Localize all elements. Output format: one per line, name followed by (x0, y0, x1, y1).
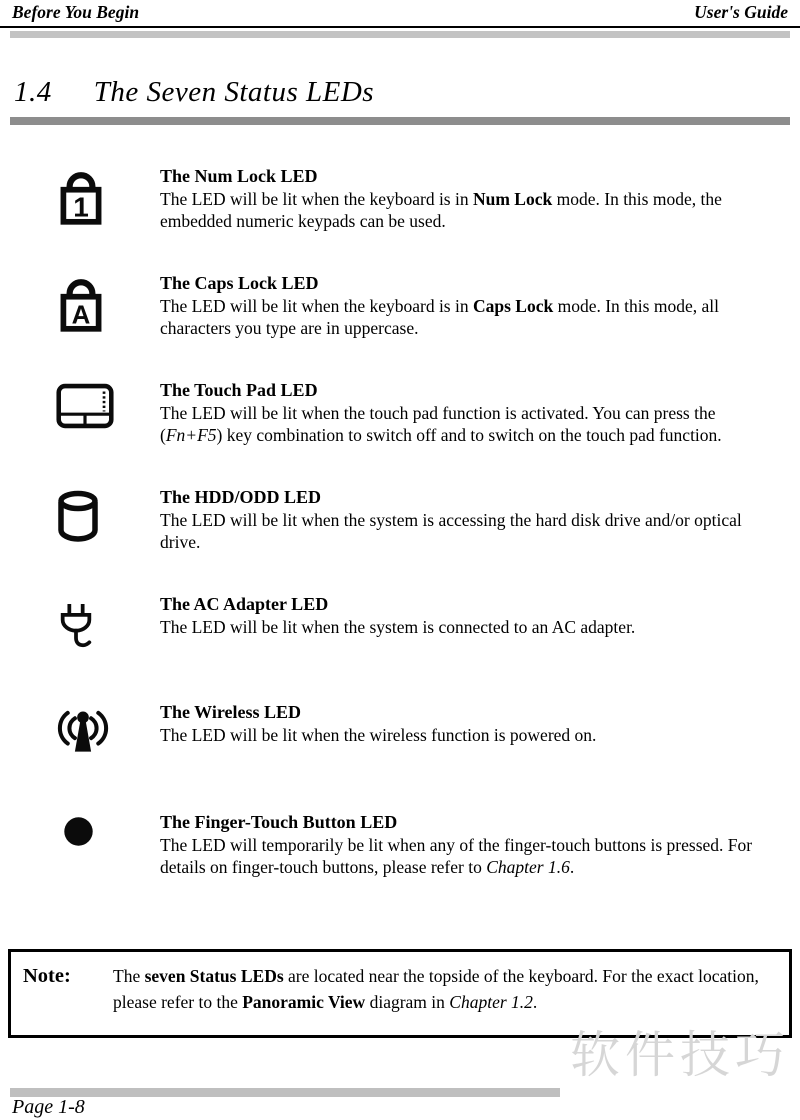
page-header (0, 0, 800, 23)
note-label: Note: (23, 965, 71, 987)
section-number: 1.4 (14, 76, 52, 108)
hdd-odd-icon (56, 490, 100, 544)
note-box (8, 949, 792, 1038)
svg-text:1: 1 (73, 191, 89, 223)
page-number: Page 1-8 (12, 1096, 85, 1118)
led-entry-body: The LED will be lit when the system is connected to an AC adapter. (160, 617, 636, 637)
svg-text:A: A (71, 301, 91, 330)
led-entry-title: The AC Adapter LED (160, 594, 329, 614)
led-entry-title: The Finger-Touch Button LED (160, 812, 398, 832)
note-text: The seven Status LEDs are located near the topside of the keyboard. For the exact location, please refer to the Panoramic View diagram in Chapter 1.2. (113, 966, 759, 1012)
wireless-icon (56, 705, 110, 755)
led-entry-title: The HDD/ODD LED (160, 487, 322, 507)
led-entry-title: The Touch Pad LED (160, 380, 318, 400)
ac-adapter-icon (56, 597, 96, 661)
watermark: 软件技巧 (570, 1026, 790, 1084)
led-entry-finger-touch (0, 811, 800, 878)
led-entry-body: The LED will be lit when the system is accessing the hard disk drive and/or optical drive. (160, 510, 742, 552)
caps-lock-icon (56, 276, 106, 334)
num-lock-icon (56, 169, 106, 227)
header-gray-bar (10, 31, 790, 38)
header-left-title: Before You Begin (12, 2, 140, 22)
footer-gray-bar (10, 1088, 560, 1097)
led-entry-body: The LED will be lit when the touch pad function is activated. You can press the (Fn+F5) key combination to switch off and to switch on the touch pad function. (160, 403, 722, 445)
section-title (14, 76, 800, 109)
led-entry-num-lock (0, 165, 800, 232)
touch-pad-icon (56, 383, 114, 429)
header-rule (0, 26, 800, 28)
led-entry-ac-adapter (0, 593, 800, 661)
led-entry-body: The LED will be lit when the keyboard is in Num Lock mode. In this mode, the embedded numeric keypads can be used. (160, 189, 722, 231)
led-entry-caps-lock (0, 272, 800, 339)
led-entry-body: The LED will be lit when the wireless function is powered on. (160, 725, 597, 745)
led-entry-wireless (0, 701, 800, 755)
led-entry-title: The Num Lock LED (160, 166, 318, 186)
header-right-title: User's Guide (694, 2, 788, 22)
finger-touch-icon (62, 815, 95, 848)
section-title-bar (10, 117, 790, 125)
section-title-text: The Seven Status LEDs (93, 76, 375, 108)
led-entry-touch-pad (0, 379, 800, 446)
led-entry-hdd-odd (0, 486, 800, 553)
led-entry-body: The LED will be lit when the keyboard is in Caps Lock mode. In this mode, all characters you type are in uppercase. (160, 296, 719, 338)
led-entry-title: The Wireless LED (160, 702, 302, 722)
led-entry-title: The Caps Lock LED (160, 273, 319, 293)
led-list (0, 165, 800, 878)
led-entry-body: The LED will temporarily be lit when any of the finger-touch buttons is pressed. For details on finger-touch buttons, please refer to Chapter 1.6. (160, 835, 753, 877)
